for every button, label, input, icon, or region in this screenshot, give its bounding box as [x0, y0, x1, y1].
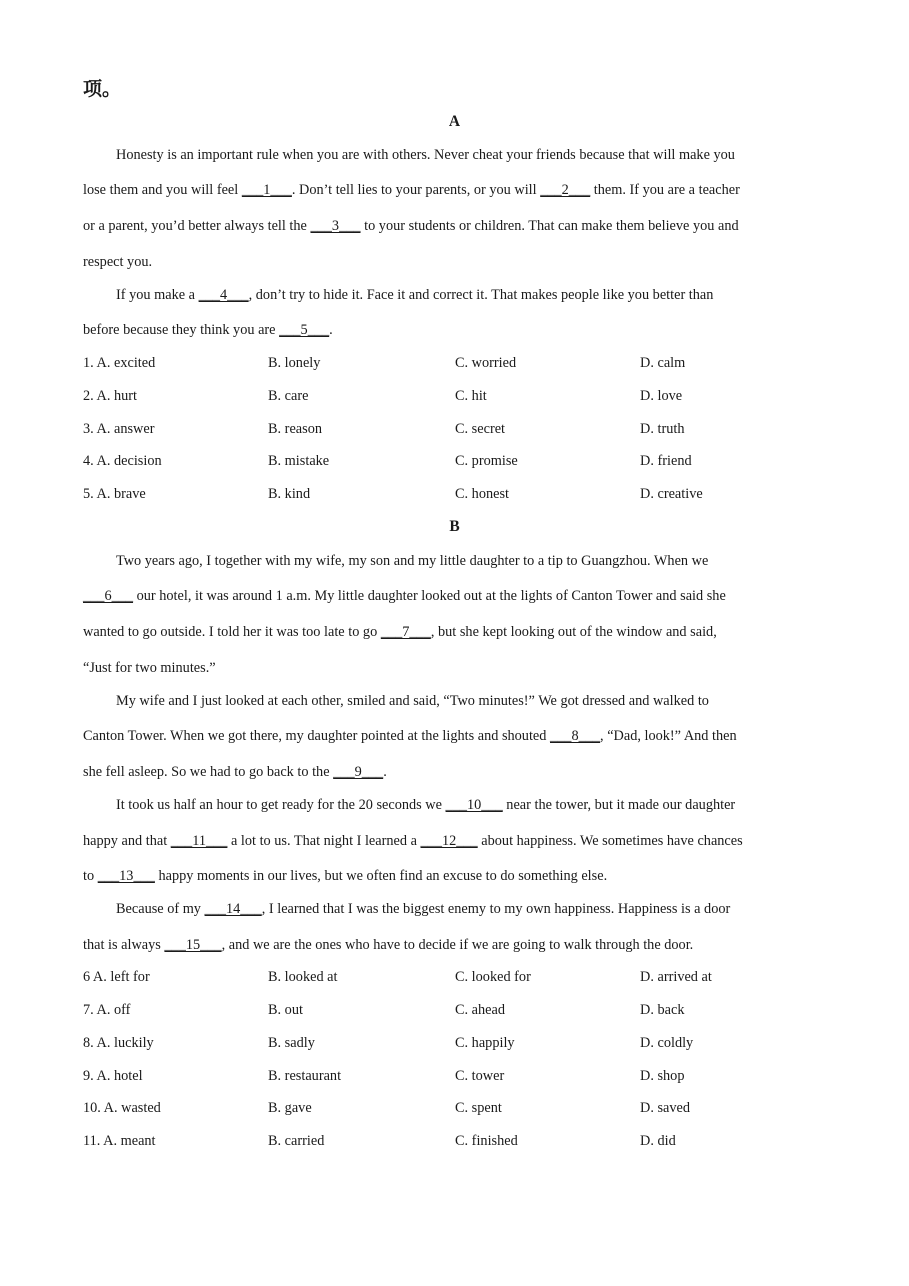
section-a-line	[116, 286, 713, 304]
passage-text: lose them and you will feel	[83, 182, 242, 198]
section-b-line	[116, 900, 730, 918]
answer-option: C. honest	[455, 486, 510, 502]
section-b-line	[83, 936, 693, 954]
answer-blank: ___9___	[333, 764, 384, 780]
answer-blank: ___14___	[204, 901, 262, 917]
answer-option: C. spent	[455, 1100, 502, 1116]
passage-text: wanted to go outside. I told her it was too late to go	[83, 624, 381, 640]
answer-blank: ___10___	[445, 797, 503, 813]
answer-option: B. lonely	[268, 355, 321, 371]
passage-text: Two years ago, I together with my wife, my son and my little daughter to a tip to Guangzhou. When we	[116, 553, 709, 569]
passage-text: happy moments in our lives, but we often find an excuse to do something else.	[154, 868, 608, 884]
answer-blank: ___3___	[310, 218, 361, 234]
passage-text: about happiness. We sometimes have chances	[477, 833, 743, 849]
answer-option: D. truth	[640, 421, 685, 437]
section-a-line	[83, 181, 740, 199]
answer-option: B. carried	[268, 1133, 325, 1149]
answer-option: D. did	[640, 1133, 676, 1149]
answer-option: D. friend	[640, 453, 692, 469]
section-a-line	[83, 253, 152, 271]
answer-option: B. mistake	[268, 453, 330, 469]
answer-blank: ___5___	[279, 322, 330, 338]
answer-blank: ___7___	[380, 624, 431, 640]
section-b-line	[83, 727, 737, 745]
answer-option: B. sadly	[268, 1035, 315, 1051]
section-b-line	[83, 832, 743, 850]
passage-text: , I learned that I was the biggest enemy to my own happiness. Happiness is a door	[261, 901, 731, 917]
section-b-line	[83, 659, 216, 677]
section-b-line	[116, 552, 708, 570]
answer-option: D. love	[640, 388, 683, 404]
section-b-line	[83, 623, 717, 641]
passage-text: them. If you are a teacher	[590, 182, 740, 198]
section-a-line	[83, 217, 739, 235]
answer-option: 10. A. wasted	[83, 1100, 161, 1116]
answer-option: 11. A. meant	[83, 1133, 156, 1149]
answer-option: 8. A. luckily	[83, 1035, 154, 1051]
passage-text: Because of my	[116, 901, 205, 917]
answer-option: C. looked for	[455, 969, 531, 985]
answer-option: C. secret	[455, 421, 506, 437]
passage-text: Canton Tower. When we got there, my daughter pointed at the lights and shouted	[83, 728, 550, 744]
passage-text: she fell asleep. So we had to go back to the	[83, 764, 334, 780]
answer-option: 4. A. decision	[83, 453, 162, 469]
section-b-line	[83, 763, 387, 781]
passage-text: Honesty is an important rule when you are with others. Never cheat your friends because that will make you	[116, 147, 735, 163]
answer-option: 6 A. left for	[83, 969, 150, 985]
passage-text: near the tower, but it made our daughter	[502, 797, 736, 813]
answer-blank: ___12___	[420, 833, 478, 849]
passage-text: “Just for two minutes.”	[83, 660, 216, 676]
passage-text: that is always	[83, 937, 165, 953]
answer-option: D. creative	[640, 486, 703, 502]
answer-option: D. arrived at	[640, 969, 712, 985]
answer-option: C. ahead	[455, 1002, 506, 1018]
answer-option: 7. A. off	[83, 1002, 131, 1018]
passage-text: to your students or children. That can make them believe you and	[360, 218, 739, 234]
answer-option: B. out	[268, 1002, 303, 1018]
answer-option: C. finished	[455, 1133, 518, 1149]
passage-text: .	[329, 322, 333, 338]
section-a-line	[83, 321, 333, 339]
passage-text: It took us half an hour to get ready for the 20 seconds we	[116, 797, 446, 813]
section-b-line	[116, 796, 735, 814]
passage-text: respect you.	[83, 254, 153, 270]
answer-option: 1. A. excited	[83, 355, 156, 371]
section-b-line	[83, 867, 607, 885]
passage-text: . Don’t tell lies to your parents, or you will	[291, 182, 541, 198]
passage-text: to	[83, 868, 98, 884]
answer-option: B. restaurant	[268, 1068, 342, 1084]
passage-text: , don’t try to hide it. Face it and correct it. That makes people like you better than	[248, 287, 714, 303]
answer-blank: ___4___	[198, 287, 249, 303]
answer-option: B. gave	[268, 1100, 312, 1116]
passage-text: If you make a	[116, 287, 199, 303]
passage-text: before because they think you are	[83, 322, 280, 338]
answer-option: C. promise	[455, 453, 518, 469]
answer-option: C. tower	[455, 1068, 505, 1084]
answer-option: D. calm	[640, 355, 686, 371]
answer-option: C. happily	[455, 1035, 515, 1051]
section-a-line	[116, 146, 735, 164]
answer-option: 9. A. hotel	[83, 1068, 143, 1084]
answer-option: C. worried	[455, 355, 517, 371]
passage-text: , but she kept looking out of the window and said,	[430, 624, 717, 640]
answer-option: B. reason	[268, 421, 322, 437]
answer-option: 2. A. hurt	[83, 388, 138, 404]
answer-option: B. care	[268, 388, 309, 404]
answer-blank: ___6___	[83, 588, 134, 604]
passage-text: or a parent, you’d better always tell the	[83, 218, 311, 234]
passage-text: My wife and I just looked at each other, smiled and said, “Two minutes!” We got dressed and walked to	[116, 693, 709, 709]
passage-text: a lot to us. That night I learned a	[227, 833, 421, 849]
answer-blank: ___1___	[241, 182, 292, 198]
answer-blank: ___15___	[164, 937, 222, 953]
section-heading: 项。	[83, 78, 122, 100]
answer-option: B. looked at	[268, 969, 338, 985]
passage-text: .	[383, 764, 387, 780]
passage-text: our hotel, it was around 1 a.m. My little daughter looked out at the lights of Canton Tower and said she	[133, 588, 726, 604]
answer-option: D. saved	[640, 1100, 691, 1116]
answer-blank: ___13___	[97, 868, 155, 884]
answer-option: 5. A. brave	[83, 486, 146, 502]
answer-blank: ___11___	[170, 833, 228, 849]
section-b-title: B	[449, 518, 460, 535]
section-b-line	[116, 692, 709, 710]
passage-text: , “Dad, look!” And then	[600, 728, 737, 744]
section-b-line	[83, 587, 726, 605]
answer-option: D. back	[640, 1002, 685, 1018]
passage-text: , and we are the ones who have to decide if we are going to walk through the door.	[221, 937, 694, 953]
answer-option: 3. A. answer	[83, 421, 155, 437]
section-a-title: A	[448, 113, 461, 130]
answer-blank: ___2___	[540, 182, 591, 198]
answer-option: D. coldly	[640, 1035, 694, 1051]
answer-option: C. hit	[455, 388, 487, 404]
answer-option: D. shop	[640, 1068, 685, 1084]
answer-blank: ___8___	[550, 728, 601, 744]
answer-option: B. kind	[268, 486, 311, 502]
passage-text: happy and that	[83, 833, 171, 849]
